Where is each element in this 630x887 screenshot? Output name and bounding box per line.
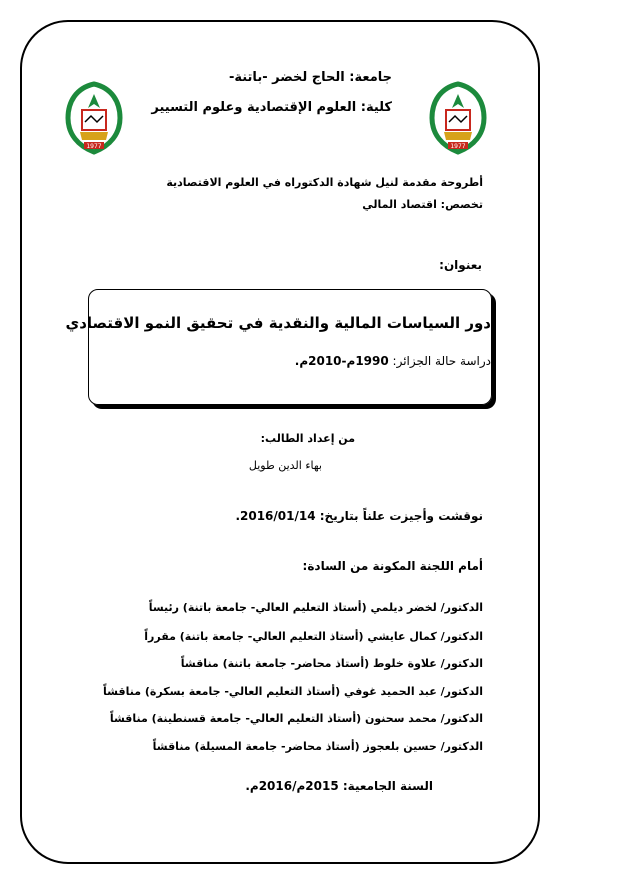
logo-year: 1977 [450,143,466,150]
prepared-by-label: من إعداد الطالب: [260,432,355,445]
academic-year: السنة الجامعية: 2015م/2016م. [245,779,433,793]
logo-year: 1977 [86,143,102,150]
committee-member: الدكتور/ عبد الحميد غوفي (أستاذ التعليم العالي- جامعة بسكرة) مناقشاً [103,685,483,698]
defense-date: نوقشت وأجيزت علناً بتاريخ: 2016/01/14. [235,509,483,523]
thesis-description: أطروحة مقدمة لنيل شهادة الدكتوراه في العلوم الاقتصادية [166,176,483,189]
committee-member: الدكتور/ علاوة خلوط (أستاذ محاضر- جامعة باتنة) مناقشاً [180,657,483,670]
committee-member: الدكتور/ لخضر ديلمي (أستاذ التعليم العالي- جامعة باتنة) رئيساً [148,601,483,614]
case-study [99,354,491,368]
specialization: تخصص: اقتصاد المالي [362,198,483,211]
case-study-period: 1990م-2010م. [294,354,389,368]
committee-member: الدكتور/ محمد سحنون (أستاذ التعليم العالي- جامعة قسنطينة) مناقشاً [109,712,483,725]
university-seal-icon [60,78,128,158]
faculty-name: كلية: العلوم الإقتصادية وعلوم التسيير [151,100,392,115]
university-logo-right [424,78,492,158]
committee-member: الدكتور/ كمال عايشي (أستاذ التعليم العالي- جامعة باتنة) مقرراً [144,630,483,643]
university-seal-icon [424,78,492,158]
title-box [65,289,492,405]
university-name: جامعة: الحاج لخضر -باتنة- [228,70,392,85]
thesis-title: دور السياسات المالية والنقدية في تحقيق النمو الاقتصادي [65,314,491,332]
committee-label: أمام اللجنة المكونة من السادة: [302,559,483,573]
committee-member: الدكتور/ حسين بلعجوز (أستاذ محاضر- جامعة المسيلة) مناقشاً [152,740,483,753]
university-logo-left [60,78,128,158]
title-label: بعنوان: [439,258,482,272]
student-name: بهاء الدين طويل [248,459,322,472]
case-study-label: دراسة حالة الجزائر: [392,354,491,368]
